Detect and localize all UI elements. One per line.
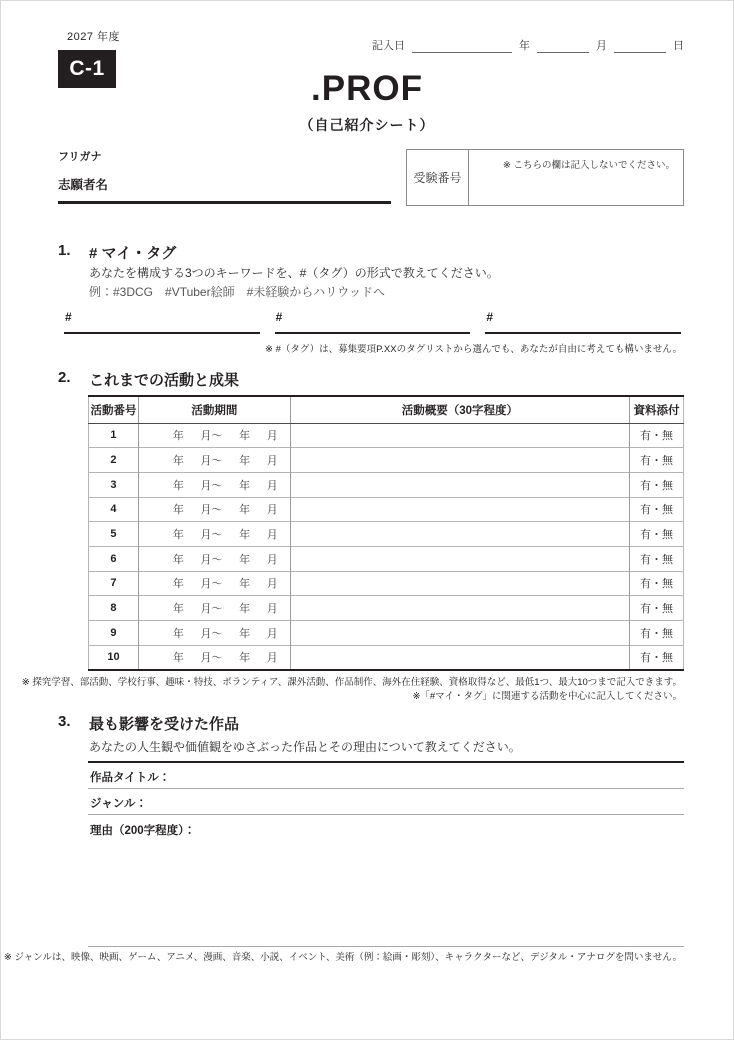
- fill-date-label: 記入日: [372, 40, 405, 52]
- year-unit-label: 年: [172, 652, 184, 665]
- day-unit-label: 日: [673, 40, 684, 52]
- activity-period-cell[interactable]: [138, 645, 290, 670]
- month-tilde-label: 月～: [200, 603, 223, 616]
- activity-number: 1: [110, 429, 117, 442]
- attachment-choice[interactable]: 有・無: [630, 596, 684, 621]
- activity-summary-cell[interactable]: [290, 596, 629, 621]
- activity-number: 6: [89, 546, 139, 571]
- fill-date-line-month[interactable]: [537, 40, 589, 53]
- section2-header: [58, 369, 239, 390]
- year-unit-label: 年: [239, 504, 251, 517]
- header-attachment: 資料添付: [630, 396, 684, 423]
- section3-title: 最も影響を受けた作品: [89, 716, 240, 733]
- month-tilde-label: 月～: [200, 455, 223, 468]
- year-unit-label: 年: [172, 603, 184, 616]
- month-unit-label: 月: [266, 652, 278, 665]
- activity-table-note-2: ※「#マイ・タグ」に関連する活動を中心に記入してください。: [412, 691, 682, 702]
- document-title: .PROF: [311, 69, 423, 108]
- activity-period-cell[interactable]: [138, 571, 290, 596]
- attachment-choice[interactable]: 有・無: [630, 645, 684, 670]
- month-tilde-label: 月～: [200, 430, 223, 443]
- section1-number: 1.: [58, 242, 71, 259]
- document-subtitle: （自己紹介シート）: [299, 117, 435, 133]
- fill-date-line-date[interactable]: [412, 40, 512, 53]
- exam-number-label: 受験番号: [407, 150, 469, 205]
- activity-period-cell[interactable]: [138, 448, 290, 473]
- year-unit-label: 年: [172, 553, 184, 566]
- fill-date-line-day[interactable]: [614, 40, 666, 53]
- attachment-choice[interactable]: 有・無: [630, 571, 684, 596]
- table-row: [89, 645, 684, 670]
- activity-summary-cell[interactable]: [290, 522, 629, 547]
- month-unit-label: 月: [266, 529, 278, 542]
- work-title-field[interactable]: [88, 763, 684, 789]
- table-row: [89, 596, 684, 621]
- activity-summary-cell[interactable]: [290, 621, 629, 646]
- activity-summary-cell[interactable]: [290, 645, 629, 670]
- section3-description: あなたの人生観や価値観をゆさぶった作品とその理由について教えてください。: [89, 740, 521, 754]
- year-unit-label: 年: [172, 455, 184, 468]
- activity-number: 4: [89, 497, 139, 522]
- activity-period-cell[interactable]: [138, 546, 290, 571]
- table-row: [89, 448, 684, 473]
- activity-number: 9: [89, 621, 139, 646]
- table-header-row: [89, 396, 684, 423]
- exam-box-note: ※ こちらの欄は記入しないでください。: [502, 160, 675, 171]
- header-activity-number: 活動番号: [89, 396, 139, 423]
- month-tilde-label: 月～: [200, 529, 223, 542]
- year-unit-label: 年: [172, 627, 184, 640]
- header-activity-period: 活動期間: [138, 396, 290, 423]
- month-tilde-label: 月～: [200, 627, 223, 640]
- applicant-name-field[interactable]: [58, 169, 391, 204]
- tag-input-2[interactable]: #: [275, 310, 471, 334]
- month-unit-label: 月: [266, 455, 278, 468]
- activity-period-cell[interactable]: [138, 472, 290, 497]
- activity-period-cell[interactable]: [138, 497, 290, 522]
- form-code-badge: C-1: [58, 50, 116, 88]
- year-unit-label: 年: [172, 578, 184, 591]
- section2-number: 2.: [58, 369, 71, 386]
- influential-work-block: [88, 761, 684, 947]
- activity-summary-cell[interactable]: [290, 571, 629, 596]
- month-unit-label: 月: [266, 603, 278, 616]
- section1-title: # マイ・タグ: [89, 245, 177, 262]
- section1-header: [58, 242, 176, 263]
- year-unit-label: 年: [172, 430, 184, 443]
- month-unit-label: 月: [266, 553, 278, 566]
- activity-period-cell[interactable]: [138, 423, 290, 448]
- furigana-label: フリガナ: [58, 151, 102, 163]
- activity-number: 5: [89, 522, 139, 547]
- work-title-label: 作品タイトル：: [90, 772, 171, 784]
- genre-label: ジャンル：: [90, 798, 147, 810]
- activity-period-cell[interactable]: [138, 522, 290, 547]
- section3-number: 3.: [58, 713, 71, 730]
- month-tilde-label: 月～: [200, 479, 223, 492]
- activity-number: 3: [89, 472, 139, 497]
- year-unit-label: 年: [239, 627, 251, 640]
- month-tilde-label: 月～: [200, 578, 223, 591]
- month-tilde-label: 月～: [200, 652, 223, 665]
- activity-number: 7: [89, 571, 139, 596]
- section2-title: これまでの活動と成果: [89, 372, 240, 389]
- month-unit-label: 月: [596, 40, 607, 52]
- genre-field[interactable]: [88, 789, 684, 815]
- table-row: [89, 423, 684, 448]
- month-unit-label: 月: [266, 430, 278, 443]
- month-tilde-label: 月～: [200, 504, 223, 517]
- fill-date-row: [372, 37, 684, 53]
- applicant-name-label: 志願者名: [58, 178, 109, 192]
- table-row: [89, 621, 684, 646]
- month-tilde-label: 月～: [200, 553, 223, 566]
- tag-input-1[interactable]: #: [64, 310, 260, 334]
- table-row: [89, 522, 684, 547]
- activity-summary-cell[interactable]: [290, 497, 629, 522]
- activity-number: 10: [89, 645, 139, 670]
- exam-number-box: [406, 149, 684, 206]
- section1-description: あなたを構成する3つのキーワードを、#（タグ）の形式で教えてください。: [89, 266, 499, 280]
- table-row: [89, 497, 684, 522]
- year-unit-label: 年: [239, 652, 251, 665]
- genre-note: ※ ジャンルは、映像、映画、ゲーム、アニメ、漫画、音楽、小説、イベント、美術（例：絵画・彫刻）、キャラクターなど、デジタル・アナログを問いません。: [3, 952, 682, 963]
- section1-example: 例：#3DCG #VTuber絵師 #未経験からハリウッドへ: [89, 285, 386, 299]
- tag-input-3[interactable]: #: [485, 310, 681, 334]
- year-unit-label: 年: [239, 430, 251, 443]
- year-unit-label: 年: [239, 578, 251, 591]
- attachment-choice[interactable]: 有・無: [630, 546, 684, 571]
- month-unit-label: 月: [266, 479, 278, 492]
- reason-label: 理由（200字程度）：: [90, 825, 196, 837]
- year-unit-label: 年: [239, 529, 251, 542]
- table-row: [89, 546, 684, 571]
- activity-table: [88, 395, 684, 671]
- attachment-choice[interactable]: 有・無: [630, 497, 684, 522]
- activity-period-cell[interactable]: [138, 596, 290, 621]
- tag-note: ※ #（タグ）は、募集要項P.XXのタグリストから選んでも、あなたが自由に考えても構いません。: [265, 344, 682, 355]
- attachment-choice[interactable]: 有・無: [630, 448, 684, 473]
- table-row: [89, 571, 684, 596]
- attachment-choice[interactable]: 有・無: [630, 522, 684, 547]
- year-unit-label: 年: [172, 504, 184, 517]
- activity-table-note-1: ※ 探究学習、部活動、学校行事、趣味・特技、ボランティア、課外活動、作品制作、海外在住経験、資格取得など、最低1つ、最大10つまで記入できます。: [21, 677, 682, 688]
- activity-summary-cell[interactable]: [290, 423, 629, 448]
- year-unit-label: 年: [519, 40, 530, 52]
- table-row: [89, 472, 684, 497]
- year-unit-label: 年: [239, 603, 251, 616]
- activity-number: 8: [89, 596, 139, 621]
- activity-number: 2: [89, 448, 139, 473]
- year-label: 2027 年度: [67, 31, 121, 43]
- year-unit-label: 年: [239, 553, 251, 566]
- activity-summary-cell[interactable]: [290, 546, 629, 571]
- activity-summary-cell[interactable]: [290, 448, 629, 473]
- reason-input-area[interactable]: [88, 815, 684, 947]
- year-unit-label: 年: [239, 455, 251, 468]
- month-unit-label: 月: [266, 578, 278, 591]
- tag-fields-row: [64, 310, 681, 334]
- attachment-choice[interactable]: 有・無: [630, 472, 684, 497]
- month-unit-label: 月: [266, 627, 278, 640]
- header-activity-summary: 活動概要（30字程度）: [290, 396, 629, 423]
- year-unit-label: 年: [172, 529, 184, 542]
- attachment-choice[interactable]: 有・無: [630, 621, 684, 646]
- exam-number-input-area: [469, 150, 683, 205]
- section3-header: [58, 713, 239, 734]
- year-unit-label: 年: [172, 479, 184, 492]
- year-unit-label: 年: [239, 479, 251, 492]
- attachment-choice[interactable]: 有・無: [630, 423, 684, 448]
- activity-period-cell[interactable]: [138, 621, 290, 646]
- activity-summary-cell[interactable]: [290, 472, 629, 497]
- month-unit-label: 月: [266, 504, 278, 517]
